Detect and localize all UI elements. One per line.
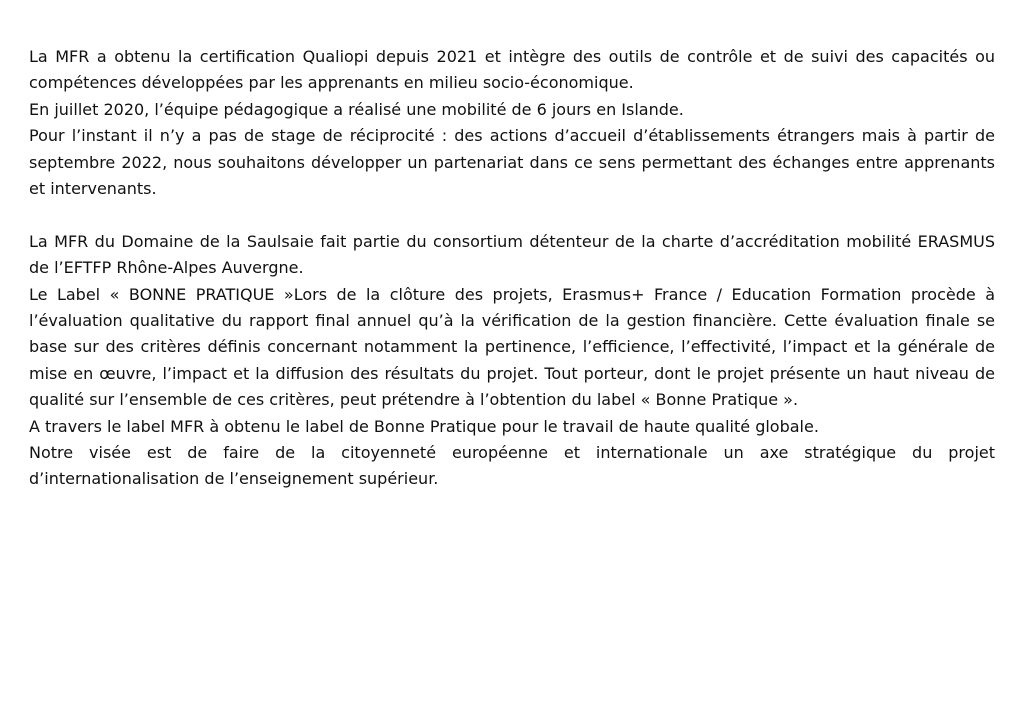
paragraph-islande: En juillet 2020, l’équipe pédagogique a réalisé une mobilité de 6 jours en Islande. xyxy=(29,99,684,119)
paragraph-spacer xyxy=(29,202,995,228)
paragraph-qualiopi: La MFR a obtenu la certification Qualiopi depuis 2021 et intègre des outils de contrôle et de suivi des capacités ou compétences développées par les apprenants en milieu socio-économique. xyxy=(29,47,995,93)
document-page xyxy=(29,44,995,493)
paragraph-reciprocite: Pour l’instant il n’y a pas de stage de réciprocité : des actions d’accueil d’établissements étrangers mais à partir de septembre 2022, nous souhaitons développer un partenariat dans ce sens permettant des échanges entre apprenants et intervenants. xyxy=(29,126,995,199)
paragraph-citoyennete: Notre visée est de faire de la citoyenneté européenne et internationale un axe stratégique du projet d’internationalisation de l’enseignement supérieur. xyxy=(29,443,995,489)
paragraph-label-bonne-pratique: Le Label « BONNE PRATIQUE »Lors de la clôture des projets, Erasmus+ France / Education Formation procède à l’évaluation qualitative du rapport final annuel qu’à la vérification de la gestion financière. Cette évaluation finale se base sur des critères définis concernant notamment la pertinence, l’efficience, l’effectivité, l’impact et la générale de mise en œuvre, l’impact et la diffusion des résultats du projet. Tout porteur, dont le projet présente un haut niveau de qualité sur l’ensemble de ces critères, peut prétendre à l’obtention du label « Bonne Pratique ». xyxy=(29,284,995,410)
paragraph-consortium: La MFR du Domaine de la Saulsaie fait partie du consortium détenteur de la charte d’accréditation mobilité ERASMUS de l’EFTFP Rhône-Alpes Auvergne. xyxy=(29,231,995,278)
paragraph-label-mfr: A travers le label MFR à obtenu le label de Bonne Pratique pour le travail de haute qualité globale. xyxy=(29,416,819,436)
